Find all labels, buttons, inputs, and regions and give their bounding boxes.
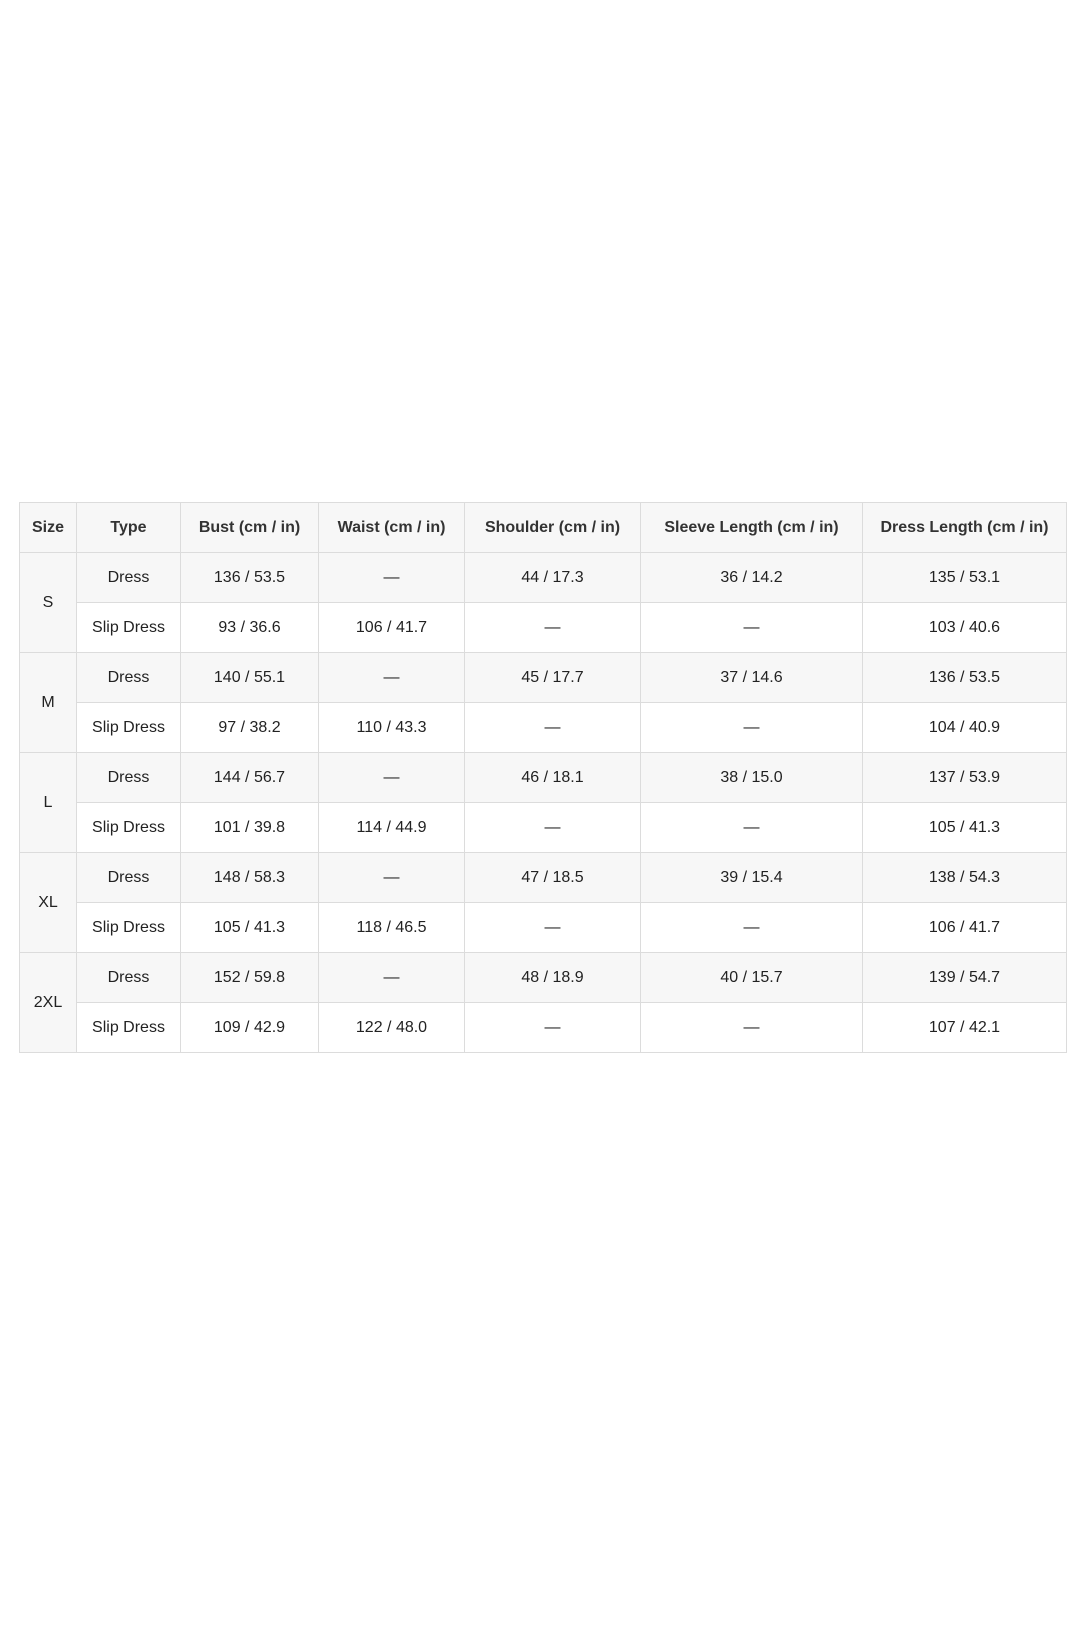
sleeve-length-cell: 37 / 14.6 <box>641 653 863 703</box>
waist-cell: — <box>319 853 465 903</box>
table-row <box>20 803 1067 853</box>
size-cell: 2XL <box>20 953 77 1053</box>
type-cell: Slip Dress <box>77 903 181 953</box>
shoulder-cell: 44 / 17.3 <box>465 553 641 603</box>
bust-cell: 105 / 41.3 <box>181 903 319 953</box>
type-cell: Slip Dress <box>77 603 181 653</box>
size-cell: XL <box>20 853 77 953</box>
table-row <box>20 903 1067 953</box>
sleeve-length-cell: — <box>641 903 863 953</box>
table-row <box>20 853 1067 903</box>
bust-cell: 152 / 59.8 <box>181 953 319 1003</box>
sleeve-length-cell: — <box>641 1003 863 1053</box>
waist-cell: — <box>319 553 465 603</box>
sleeve-length-cell: — <box>641 803 863 853</box>
waist-cell: 106 / 41.7 <box>319 603 465 653</box>
type-cell: Slip Dress <box>77 1003 181 1053</box>
waist-cell: 110 / 43.3 <box>319 703 465 753</box>
dress-length-cell: 139 / 54.7 <box>863 953 1067 1003</box>
sleeve-length-cell: 36 / 14.2 <box>641 553 863 603</box>
size-cell: M <box>20 653 77 753</box>
bust-cell: 97 / 38.2 <box>181 703 319 753</box>
type-cell: Dress <box>77 753 181 803</box>
shoulder-cell: — <box>465 903 641 953</box>
bust-cell: 140 / 55.1 <box>181 653 319 703</box>
header-shoulder: Shoulder (cm / in) <box>465 503 641 553</box>
sleeve-length-cell: — <box>641 603 863 653</box>
waist-cell: — <box>319 953 465 1003</box>
type-cell: Dress <box>77 853 181 903</box>
table-row <box>20 1003 1067 1053</box>
shoulder-cell: 45 / 17.7 <box>465 653 641 703</box>
waist-cell: 118 / 46.5 <box>319 903 465 953</box>
type-cell: Dress <box>77 553 181 603</box>
bust-cell: 109 / 42.9 <box>181 1003 319 1053</box>
shoulder-cell: — <box>465 803 641 853</box>
header-row <box>20 503 1067 553</box>
bust-cell: 148 / 58.3 <box>181 853 319 903</box>
header-waist: Waist (cm / in) <box>319 503 465 553</box>
shoulder-cell: — <box>465 603 641 653</box>
table-row <box>20 603 1067 653</box>
header-sleeve-length: Sleeve Length (cm / in) <box>641 503 863 553</box>
dress-length-cell: 135 / 53.1 <box>863 553 1067 603</box>
sleeve-length-cell: 39 / 15.4 <box>641 853 863 903</box>
bust-cell: 93 / 36.6 <box>181 603 319 653</box>
dress-length-cell: 103 / 40.6 <box>863 603 1067 653</box>
waist-cell: 122 / 48.0 <box>319 1003 465 1053</box>
type-cell: Dress <box>77 653 181 703</box>
shoulder-cell: — <box>465 703 641 753</box>
sleeve-length-cell: — <box>641 703 863 753</box>
sleeve-length-cell: 38 / 15.0 <box>641 753 863 803</box>
bust-cell: 144 / 56.7 <box>181 753 319 803</box>
type-cell: Dress <box>77 953 181 1003</box>
waist-cell: 114 / 44.9 <box>319 803 465 853</box>
size-chart-table <box>19 502 1067 1053</box>
dress-length-cell: 104 / 40.9 <box>863 703 1067 753</box>
table-row <box>20 703 1067 753</box>
header-type: Type <box>77 503 181 553</box>
header-size: Size <box>20 503 77 553</box>
header-dress-length: Dress Length (cm / in) <box>863 503 1067 553</box>
table-row <box>20 653 1067 703</box>
shoulder-cell: 46 / 18.1 <box>465 753 641 803</box>
size-cell: S <box>20 553 77 653</box>
dress-length-cell: 106 / 41.7 <box>863 903 1067 953</box>
type-cell: Slip Dress <box>77 703 181 753</box>
table-row <box>20 753 1067 803</box>
dress-length-cell: 138 / 54.3 <box>863 853 1067 903</box>
size-cell: L <box>20 753 77 853</box>
header-bust: Bust (cm / in) <box>181 503 319 553</box>
shoulder-cell: 48 / 18.9 <box>465 953 641 1003</box>
shoulder-cell: 47 / 18.5 <box>465 853 641 903</box>
type-cell: Slip Dress <box>77 803 181 853</box>
waist-cell: — <box>319 753 465 803</box>
table-row <box>20 553 1067 603</box>
bust-cell: 136 / 53.5 <box>181 553 319 603</box>
bust-cell: 101 / 39.8 <box>181 803 319 853</box>
dress-length-cell: 105 / 41.3 <box>863 803 1067 853</box>
table-row <box>20 953 1067 1003</box>
dress-length-cell: 107 / 42.1 <box>863 1003 1067 1053</box>
dress-length-cell: 136 / 53.5 <box>863 653 1067 703</box>
shoulder-cell: — <box>465 1003 641 1053</box>
dress-length-cell: 137 / 53.9 <box>863 753 1067 803</box>
sleeve-length-cell: 40 / 15.7 <box>641 953 863 1003</box>
waist-cell: — <box>319 653 465 703</box>
